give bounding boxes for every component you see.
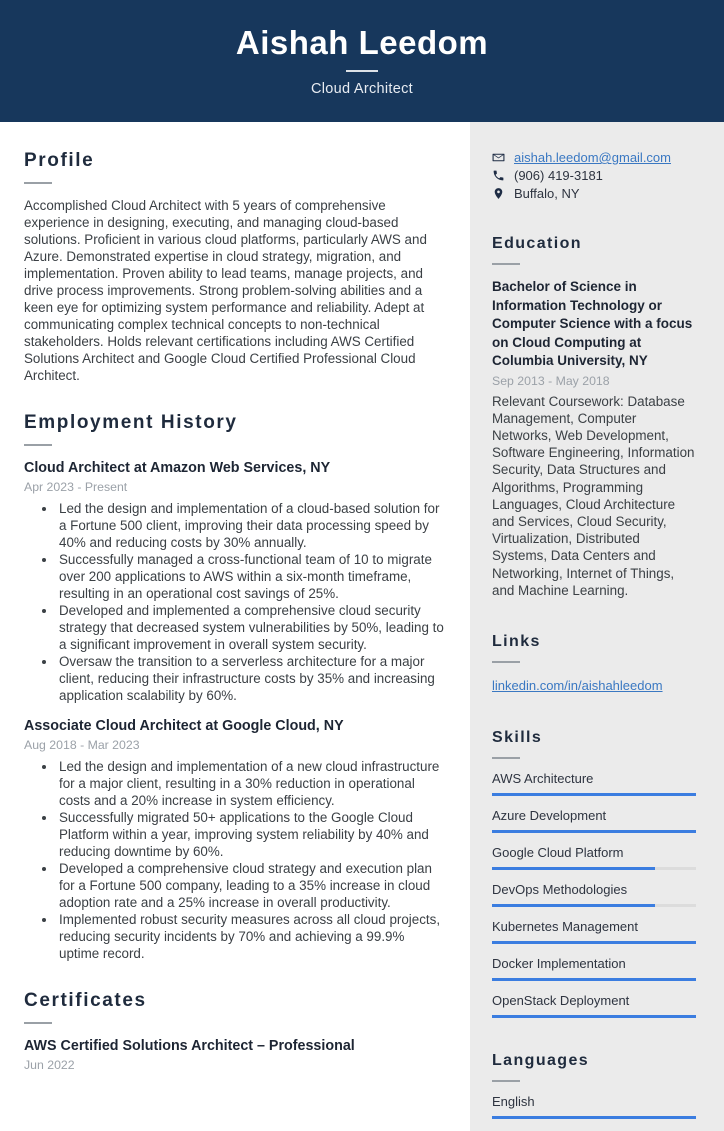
header-divider xyxy=(346,70,378,72)
section-divider xyxy=(492,1080,520,1082)
links-section xyxy=(492,633,696,695)
skill-item xyxy=(492,919,696,944)
skill-item xyxy=(492,882,696,907)
skill-label: Docker Implementation xyxy=(492,955,626,971)
skill-list xyxy=(492,771,696,1018)
contact-section xyxy=(492,150,696,201)
languages-heading: Languages xyxy=(492,1051,590,1069)
skill-label: DevOps Methodologies xyxy=(492,881,628,897)
skill-bar-fill xyxy=(492,867,655,870)
language-bar-track xyxy=(492,1116,696,1119)
phone-icon xyxy=(492,169,505,182)
education-degree: Bachelor of Science in Information Technology or Computer Science with a focus on Cloud Computing at Columbia University, NY xyxy=(492,279,693,368)
language-label: English xyxy=(492,1093,535,1109)
certificates-section xyxy=(24,990,448,1072)
skill-item xyxy=(492,771,696,796)
contact-location-row xyxy=(492,186,696,201)
section-divider xyxy=(24,444,52,446)
skill-bar-track xyxy=(492,830,696,833)
skill-label: Kubernetes Management xyxy=(492,918,638,934)
profile-text: Accomplished Cloud Architect with 5 years of comprehensive experience in designing, executing, and managing cloud-based solutions. Proficient in various cloud platforms, particularly AWS and Azure. Demonstrated expertise in cloud strategy, migration, and implementation. Proven ability to lead teams, manage projects, and drive process improvements. Strong problem-solving abilities and a keen eye for optimizing system performance and reliability. Adept at communicating complex technical concepts to non-technical stakeholders. Holds relevant certifications including AWS Certified Solutions Architect and Google Cloud Certified Professional Cloud Architect. xyxy=(24,198,427,383)
skills-heading: Skills xyxy=(492,728,543,746)
languages-section xyxy=(492,1052,696,1119)
envelope-icon xyxy=(492,151,505,164)
education-section xyxy=(492,235,696,599)
sidebar-column xyxy=(470,122,724,1131)
skill-bar-track xyxy=(492,978,696,981)
job-bullet: • Successfully migrated 50+ applications to the Google Cloud Platform within a year, improving system reliability by 40% and reducing downtime by 60%. xyxy=(57,809,448,860)
skill-label: Google Cloud Platform xyxy=(492,844,624,860)
job-bullet-list xyxy=(24,758,448,962)
body-columns xyxy=(0,122,724,1131)
job-bullet: • Led the design and implementation of a cloud-based solution for a Fortune 500 client, improving their data processing speed by 40% and reducing costs by 30% annually. xyxy=(57,500,448,551)
job-bullet-list xyxy=(24,500,448,704)
certificate-dates: Jun 2022 xyxy=(24,1057,75,1072)
skill-bar-track xyxy=(492,904,696,907)
section-divider xyxy=(24,1022,52,1024)
skill-bar-fill xyxy=(492,978,696,981)
section-divider xyxy=(492,661,520,663)
job-bullet: • Developed and implemented a comprehensive cloud security strategy that decreased system vulnerabilities by 50%, leading to a significant improvement in overall system security. xyxy=(57,602,448,653)
employment-heading: Employment History xyxy=(24,412,238,433)
header-banner xyxy=(0,0,724,122)
section-divider xyxy=(492,757,520,759)
language-bar-fill xyxy=(492,1116,696,1119)
skill-label: AWS Architecture xyxy=(492,770,594,786)
skill-bar-fill xyxy=(492,793,696,796)
skill-label: OpenStack Deployment xyxy=(492,992,630,1008)
skill-bar-fill xyxy=(492,904,655,907)
location-text: Buffalo, NY xyxy=(514,186,580,201)
skill-bar-fill xyxy=(492,941,696,944)
skill-item xyxy=(492,808,696,833)
contact-email-row xyxy=(492,150,696,165)
linkedin-link[interactable]: linkedin.com/in/aishahleedom xyxy=(492,677,663,693)
skill-item xyxy=(492,845,696,870)
language-list xyxy=(492,1094,696,1119)
skill-bar-track xyxy=(492,793,696,796)
contact-phone-row xyxy=(492,168,696,183)
job-title: Cloud Architect at Amazon Web Services, NY xyxy=(24,460,331,476)
education-heading: Education xyxy=(492,235,582,252)
location-pin-icon xyxy=(492,187,505,200)
skill-item xyxy=(492,956,696,981)
certificates-heading: Certificates xyxy=(24,989,147,1011)
job-title: Associate Cloud Architect at Google Cloud, NY xyxy=(24,717,344,734)
job-bullet: • Developed a comprehensive cloud strategy and execution plan for a Fortune 500 company, leading to a 35% increase in cloud adoption rate and a 25% increase in overall productivity. xyxy=(57,860,448,911)
section-divider xyxy=(24,182,52,184)
job-bullet: • Successfully managed a cross-functional team of 10 to migrate over 200 applications to AWS within a six-month timeframe, resulting in an operational cost savings of 25%. xyxy=(57,551,448,602)
job-bullet: • Oversaw the transition to a serverless architecture for a major client, reducing their infrastructure costs by 35% and increasing application scalability by 60%. xyxy=(57,653,448,704)
job-bullet: • Implemented robust security measures across all cloud projects, reducing security incidents by 70% and achieving a 99.9% uptime record. xyxy=(57,911,448,962)
job-dates: Apr 2023 - Present xyxy=(24,479,128,494)
certificate-title: AWS Certified Solutions Architect – Professional xyxy=(24,1037,355,1054)
links-heading: Links xyxy=(492,632,541,650)
section-divider xyxy=(492,263,520,265)
skill-bar-track xyxy=(492,1015,696,1018)
skill-label: Azure Development xyxy=(492,807,607,823)
profile-section xyxy=(24,150,448,384)
phone-number: (906) 419-3181 xyxy=(514,168,603,183)
employment-section xyxy=(24,412,448,962)
education-dates: Sep 2013 - May 2018 xyxy=(492,373,610,388)
certificate-entry xyxy=(24,1038,448,1072)
main-column xyxy=(0,122,470,1131)
email-link[interactable]: aishah.leedom@gmail.com xyxy=(514,150,671,165)
person-name: Aishah Leedom xyxy=(235,24,489,62)
education-description: Relevant Coursework: Database Management, Computer Networks, Web Development, Software Engineering, Information Security, Data Structures and Algorithms, Programming Languages, Cloud Architecture and Services, Cloud Security, Virtualization, Distributed Systems, Data Centers and Networking, Internet of Things, and Machine Learning. xyxy=(492,393,695,598)
skill-bar-track xyxy=(492,941,696,944)
skill-bar-fill xyxy=(492,1015,696,1018)
profile-heading: Profile xyxy=(24,150,95,171)
skill-bar-fill xyxy=(492,830,696,833)
person-job-title: Cloud Architect xyxy=(310,80,414,97)
language-item xyxy=(492,1094,696,1119)
skills-section xyxy=(492,729,696,1018)
skill-item xyxy=(492,993,696,1018)
job-entry xyxy=(24,460,448,704)
job-entry xyxy=(24,718,448,962)
skill-bar-track xyxy=(492,867,696,870)
job-dates: Aug 2018 - Mar 2023 xyxy=(24,737,140,752)
job-bullet: • Led the design and implementation of a new cloud infrastructure for a major client, resulting in a 30% reduction in operational costs and a 20% increase in system efficiency. xyxy=(57,758,448,809)
